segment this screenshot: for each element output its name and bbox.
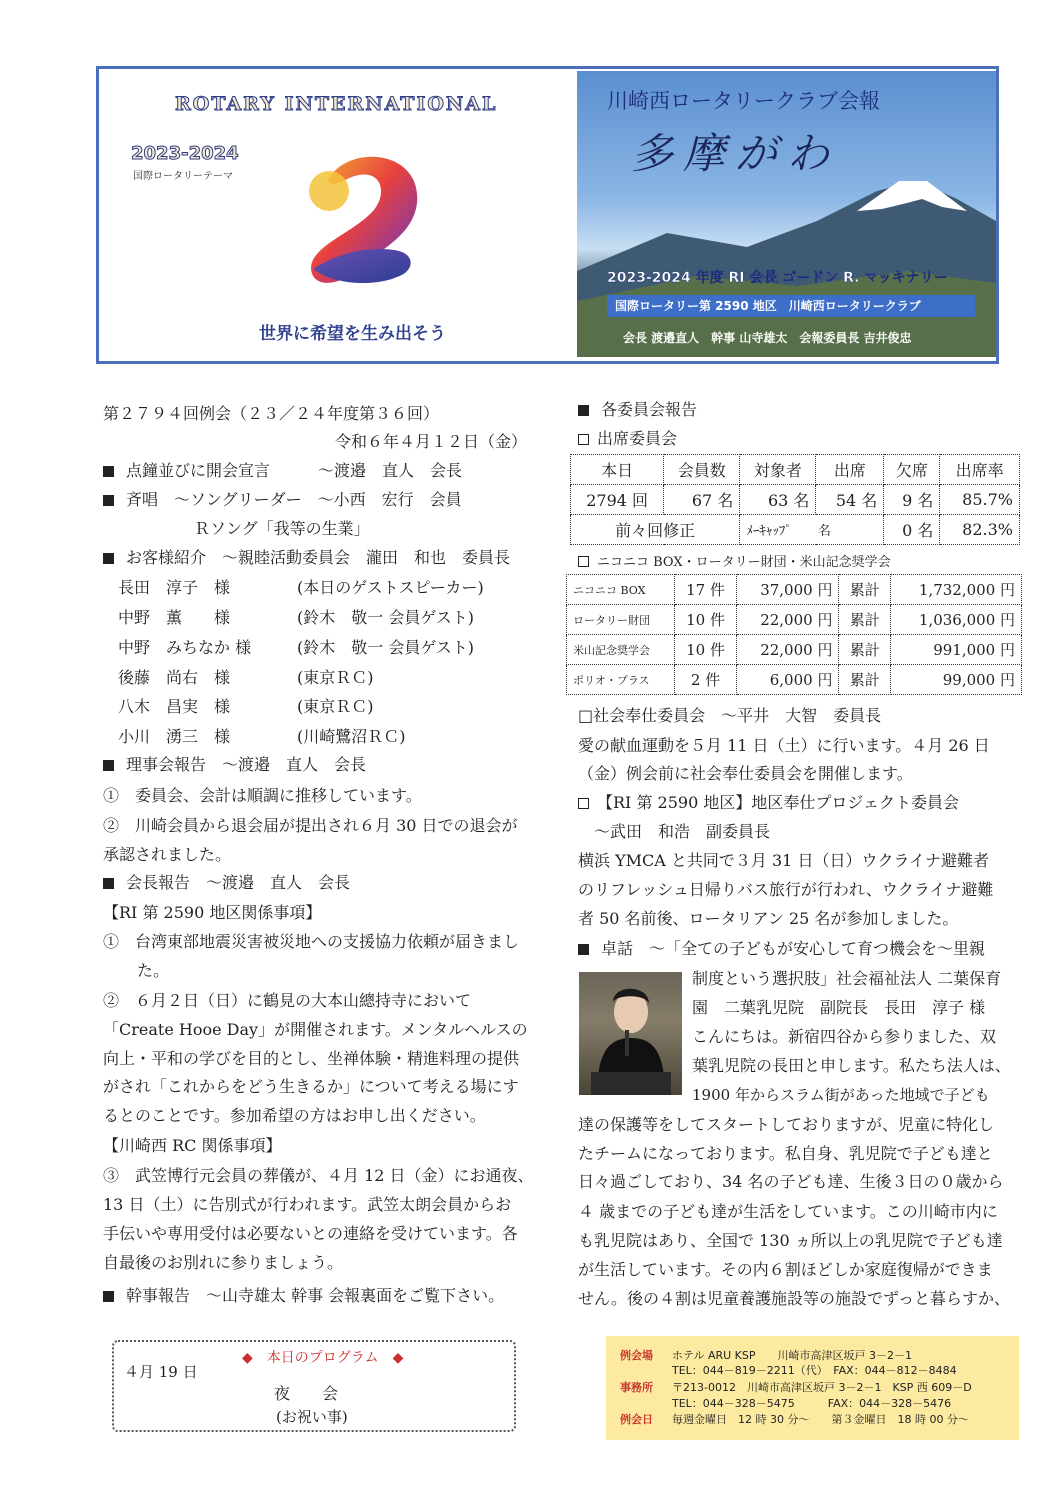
box-bullet-icon [578, 798, 589, 809]
table-cell: ニコニコ BOX [567, 575, 675, 605]
talk-text: 制度という選択肢」社会福祉法人 二葉保育 [692, 969, 1002, 988]
venue-phone: TEL：044－819－2211（代） FAX：044－812－8484 [672, 1364, 957, 1377]
office-label: 事務所 [620, 1381, 653, 1394]
talk-text: 1900 年からスラム街があった地域で子ども [692, 1086, 990, 1104]
program-date: ４月 19 日 [124, 1363, 198, 1381]
table-header: 会員数 [664, 455, 740, 485]
table-row [567, 605, 1022, 635]
ri-theme-label: 国際ロータリーテーマ [133, 171, 233, 182]
president-item-1: ① 台湾東部地震災害被災地への支援協力依頼が届きまし [103, 932, 520, 951]
president-item-3-cont: 自最後のお別れに参りましょう。 [103, 1253, 344, 1272]
meeting-day: 毎週金曜日 12 時 30 分～ 第３金曜日 18 時 00 分～ [672, 1413, 969, 1426]
table-header: 出席 [816, 455, 884, 485]
square-bullet-icon [103, 495, 114, 506]
table-row [571, 485, 1020, 515]
square-bullet-icon [103, 760, 114, 771]
table-cell: 54 名 [816, 485, 884, 515]
talk-text: こんにちは。新宿四谷から参りました、双 [692, 1027, 997, 1046]
meeting-date: 令和６年４月１２日（金） [335, 432, 528, 451]
table-cell: 6,000 円 [737, 665, 839, 695]
talk-text: ４ 歳までの子ども達が生活をしています。この川崎市内に [578, 1202, 998, 1221]
table-cell: 1,732,000 円 [891, 575, 1022, 605]
secretary-report: 幹事報告 ～山寺雄太 幹事 会報裏面をご覧下さい。 [103, 1286, 504, 1306]
meeting-number: 第２７９４回例会（２３／２４年度第３６回） [103, 404, 440, 423]
talk-text: 達の保護等をしてスタートしておりますが、児童に特化し [578, 1115, 995, 1134]
table-cell: 0 名 [884, 515, 940, 545]
board-item-2-cont: 承認されました。 [103, 845, 232, 864]
table-cell: 99,000 円 [891, 665, 1022, 695]
guest-name: 後藤 尚右 様 [118, 668, 231, 687]
guest-note: (川崎鷺沼ＲＣ) [297, 727, 406, 746]
ri-year: 2023-2024 [131, 143, 239, 164]
table-header: 出席率 [940, 455, 1020, 485]
guest-note: (鈴木 敬一 会員ゲスト) [297, 608, 474, 627]
table-cell: 63 名 [740, 485, 816, 515]
table-cell: 累計 [839, 635, 891, 665]
table-cell: 1,036,000 円 [891, 605, 1022, 635]
speaker-photo [579, 972, 682, 1095]
office-phone: TEL：044－328－5475 FAX：044－328－5476 [672, 1397, 952, 1410]
table-cell: ロータリー財団 [567, 605, 675, 635]
social-service-text: （金）例会前に社会奉仕委員会を開催します。 [578, 764, 913, 783]
guest-name: 八木 昌実 様 [118, 697, 231, 716]
table-row [571, 515, 1020, 545]
table-row [571, 455, 1020, 485]
district-committee-heading: 【RI 第 2590 地区】地区奉仕プロジェクト委員会 [578, 793, 959, 813]
box-bullet-icon [578, 556, 589, 567]
table-header: 対象者 [740, 455, 816, 485]
club-newsletter-name: 多摩がわ [631, 129, 840, 178]
square-bullet-icon [578, 405, 589, 416]
meeting-day-label: 例会日 [620, 1413, 653, 1426]
ri-theme-text: 世界に希望を生み出そう [259, 324, 446, 344]
officers-line: 会長 渡邉直人 幹事 山寺雄太 会報委員長 吉井俊忠 [623, 331, 912, 345]
president-item-2-cont: がされ「これからをどう生きるか」について考える場にす [103, 1077, 519, 1096]
talk-text: も乳児院はあり、全国で 130 ヵ所以上の乳児院で子ども達 [578, 1231, 1003, 1250]
committee-reports-heading: 各委員会報告 [578, 400, 697, 420]
president-item-3-cont: 13 日（土）に告別式が行われます。武笠太朗会員からお [103, 1195, 512, 1214]
president-item-3: ③ 武笠博行元会員の葬儀が、４月 12 日（金）にお通夜、 [103, 1166, 534, 1185]
guest-name: 長田 淳子 様 [118, 578, 231, 597]
board-report: 理事会報告 ～渡邉 直人 会長 [103, 755, 366, 775]
square-bullet-icon [103, 553, 114, 564]
table-cell: 991,000 円 [891, 635, 1022, 665]
table-cell: ﾒｰｷｬｯﾌﾟ 名 [740, 515, 884, 545]
square-bullet-icon [578, 944, 589, 955]
guest-note: (東京ＲＣ) [297, 697, 374, 716]
speaker-silhouette-icon [579, 972, 682, 1095]
talk-text: 葉乳児院の長田と申します。私たち法人は、 [692, 1056, 1011, 1075]
newsletter-header [96, 66, 999, 364]
talk-text: せん。後の４割は児童養護施設等の施設でずっと暮らすか、 [578, 1289, 1011, 1308]
table-cell: 67 名 [664, 485, 740, 515]
district-committee-person: ～武田 和浩 副委員長 [594, 822, 771, 841]
club-info-box [606, 1336, 1019, 1440]
talk-heading: 卓話 ～「全ての子どもが安心して育つ機会を～里親 [578, 939, 985, 959]
board-item-1: ① 委員会、会計は順調に推移しています。 [103, 786, 422, 805]
table-header: 欠席 [884, 455, 940, 485]
president-item-2-cont: 向上・平和の学びを目的とし、坐禅体験・精進料理の提供 [103, 1049, 520, 1068]
table-cell: 9 名 [884, 485, 940, 515]
president-item-2-cont: 「Create Hooe Day」が開催されます。メンタルヘルスの [103, 1020, 528, 1039]
board-item-2: ② 川崎会員から退会届が提出され６月 30 日での退会が [103, 816, 518, 835]
song-item: 斉唱 ～ソングリーダー ～小西 宏行 会員 [103, 490, 462, 510]
table-cell: 累計 [839, 665, 891, 695]
table-header: 本日 [571, 455, 664, 485]
table-cell: 前々回修正 [571, 515, 740, 545]
guest-note: (本日のゲストスピーカー) [297, 578, 484, 597]
square-bullet-icon [103, 1291, 114, 1302]
social-service-heading: □社会奉仕委員会 ～平井 大智 委員長 [578, 706, 882, 725]
talk-text: たチームになっております。私自身、乳児院で子ども達と [578, 1144, 993, 1163]
box-bullet-icon [578, 434, 589, 445]
ri-theme-logo-icon [287, 141, 437, 291]
club-heading: 【川崎西 RC 関係事項】 [103, 1136, 282, 1155]
president-item-3-cont: 手伝いや専用受付は必要ないとの連絡を受けています。各 [103, 1224, 518, 1243]
guest-name: 中野 みちなか 様 [118, 638, 252, 657]
district-heading: 【RI 第 2590 地区関係事項】 [103, 903, 322, 922]
ymca-text: 横浜 YMCA と共同で３月 31 日（日）ウクライナ避難者 [578, 851, 989, 870]
square-bullet-icon [103, 466, 114, 477]
todays-program-box [112, 1340, 516, 1432]
table-cell: 2 件 [674, 665, 736, 695]
president-item-2-cont: るとのことです。参加希望の方はお申し出ください。 [103, 1106, 486, 1125]
table-row [567, 575, 1022, 605]
talk-text: が生活しています。その内６割ほどしか家庭復帰ができま [578, 1260, 993, 1279]
donations-heading: ニコニコ BOX・ロータリー財団・米山記念奨学会 [578, 553, 891, 573]
ri-theme-panel [99, 69, 574, 361]
guest-name: 中野 薫 様 [118, 608, 231, 627]
attendance-heading: 出席委員会 [578, 429, 677, 449]
table-cell: 85.7% [940, 485, 1020, 515]
table-cell: ポリオ・プラス [567, 665, 675, 695]
president-report: 会長報告 ～渡邉 直人 会長 [103, 873, 350, 893]
table-cell: 米山記念奨学会 [567, 635, 675, 665]
program-event-sub: (お祝い事) [276, 1408, 348, 1426]
table-cell: 累計 [839, 575, 891, 605]
ri-president-line: 2023-2024 年度 RI 会長 ゴードン R. マッキナリー [607, 270, 948, 286]
program-title: ◆ 本日のプログラム ◆ [242, 1350, 404, 1366]
venue-label: 例会場 [620, 1349, 653, 1362]
guest-name: 小川 湧三 様 [118, 727, 231, 746]
ymca-text: 者 50 名前後、ロータリアン 25 名が参加しました。 [578, 909, 959, 928]
guest-note: (東京ＲＣ) [297, 668, 374, 687]
table-row [567, 635, 1022, 665]
donations-table [566, 574, 1022, 695]
ri-title: ROTARY INTERNATIONAL [175, 93, 498, 115]
table-cell: 10 件 [674, 605, 736, 635]
table-cell: 累計 [839, 605, 891, 635]
square-bullet-icon [103, 878, 114, 889]
club-masthead [577, 71, 996, 357]
district-line: 国際ロータリー第 2590 地区 川崎西ロータリークラブ [607, 295, 975, 317]
attendance-table [570, 454, 1020, 545]
program-event: 夜 会 [274, 1384, 339, 1403]
table-cell: 37,000 円 [737, 575, 839, 605]
table-cell: 22,000 円 [737, 605, 839, 635]
table-cell: 22,000 円 [737, 635, 839, 665]
table-cell: 82.3% [940, 515, 1020, 545]
table-row [567, 665, 1022, 695]
opening-item: 点鐘並びに開会宣言 ～渡邉 直人 会長 [103, 461, 462, 481]
talk-text: 日々過ごしており、34 名の子ども達、生後３日の０歳から [578, 1172, 1004, 1191]
venue-address: ホテル ARU KSP 川崎市高津区坂戸 3－2－1 [672, 1349, 912, 1362]
table-cell: 17 件 [674, 575, 736, 605]
president-item-2: ② ６月２日（日）に鶴見の大本山總持寺において [103, 991, 472, 1010]
table-cell: 10 件 [674, 635, 736, 665]
song-name: Ｒソング「我等の生業」 [194, 519, 370, 538]
club-newsletter-title: 川崎西ロータリークラブ会報 [607, 89, 880, 113]
talk-text: 園 二葉乳児院 副院長 長田 淳子 様 [692, 998, 986, 1017]
guest-note: (鈴木 敬一 会員ゲスト) [297, 638, 474, 657]
president-item-1-cont: た。 [137, 961, 170, 980]
ymca-text: のリフレッシュ日帰りバス旅行が行われ、ウクライナ避難 [578, 880, 994, 899]
table-cell: 2794 回 [571, 485, 664, 515]
office-address: 〒213-0012 川崎市高津区坂戸 3－2－1 KSP 西 609－D [672, 1381, 972, 1394]
social-service-text: 愛の献血運動を５月 11 日（土）に行います。４月 26 日 [578, 736, 990, 755]
guests-intro: お客様紹介 ～親睦活動委員会 瀧田 和也 委員長 [103, 548, 510, 568]
